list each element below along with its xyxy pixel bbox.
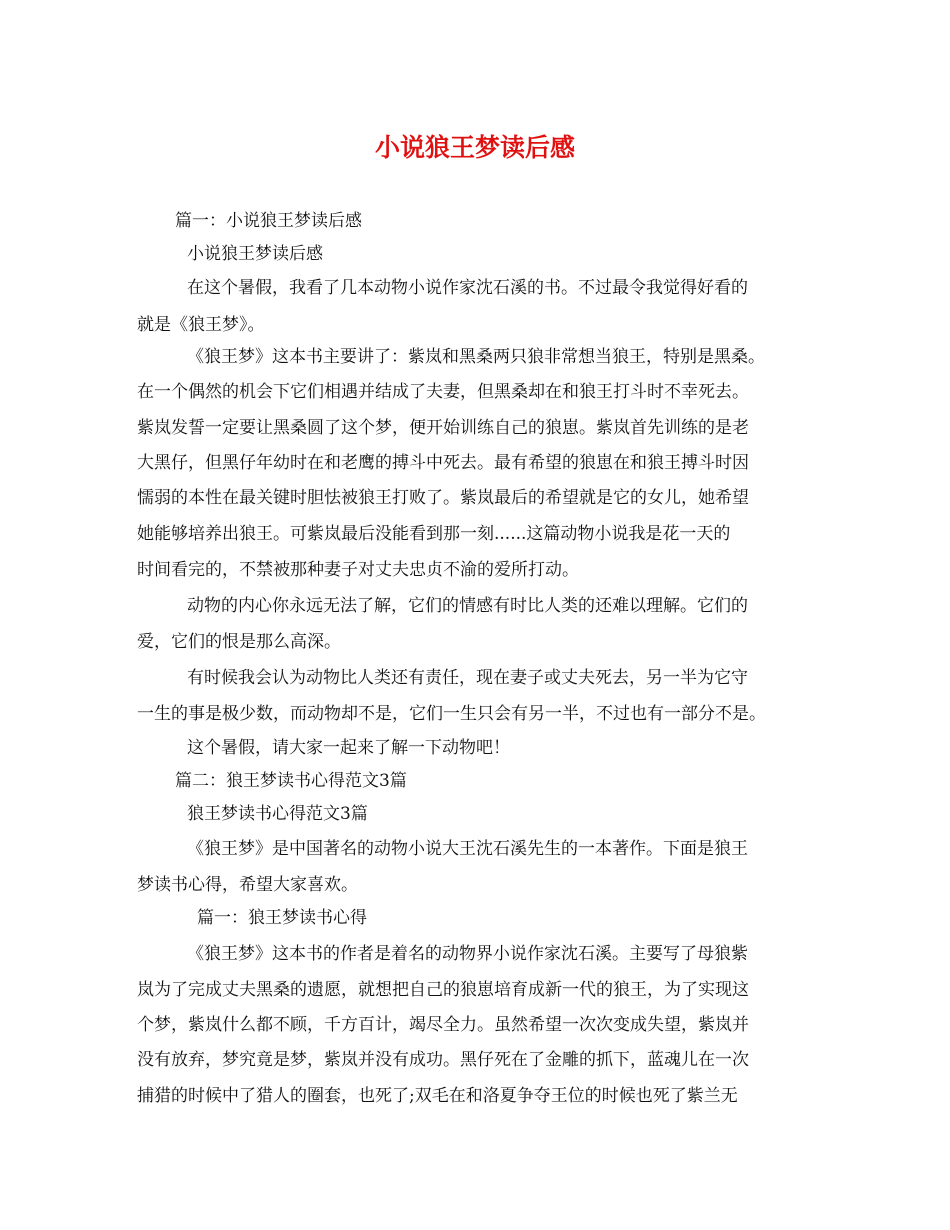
text-line: 懦弱的本性在最关键时胆怯被狼王打败了。紫岚最后的希望就是它的女儿，她希望: [137, 488, 749, 508]
text-line: 一生的事是极少数，而动物却不是，它们一生只会有另一半，不过也有一部分不是。: [137, 704, 766, 724]
text-line: 在这个暑假，我看了几本动物小说作家沈石溪的书。不过最令我觉得好看的: [187, 278, 748, 298]
text-line: 她能够培养出狼王。可紫岚最后没能看到那一刻......这篇动物小说我是花一天的: [137, 524, 731, 544]
text-line: 篇一：小说狼王梦读后感: [175, 211, 362, 231]
text-line: 有时候我会认为动物比人类还有责任，现在妻子或丈夫死去，另一半为它守: [187, 668, 748, 688]
text-line: 梦读书心得，希望大家喜欢。: [137, 875, 358, 895]
text-line: 紫岚发誓一定要让黑桑圆了这个梦，便开始训练自己的狼崽。紫岚首先训练的是老: [137, 418, 749, 438]
text-line: 狼王梦读书心得范文3篇: [187, 804, 368, 824]
text-line: 小说狼王梦读后感: [187, 244, 323, 264]
text-line: 《狼王梦》这本书主要讲了：紫岚和黑桑两只狼非常想当狼王，特别是黑桑。: [187, 347, 765, 367]
text-line: 篇一：狼王梦读书心得: [197, 908, 367, 928]
text-line: 篇二：狼王梦读书心得范文3篇: [175, 771, 407, 791]
text-line: 大黑仔，但黑仔年幼时在和老鹰的搏斗中死去。最有希望的狼崽在和狼王搏斗时因: [137, 453, 749, 473]
text-line: 这个暑假，请大家一起来了解一下动物吧！: [187, 738, 510, 758]
text-line: 《狼王梦》是中国著名的动物小说大王沈石溪先生的一本著作。下面是狼王: [187, 839, 748, 859]
text-line: 在一个偶然的机会下它们相遇并结成了夫妻，但黑桑却在和狼王打斗时不幸死去。: [137, 382, 749, 402]
text-line: 就是《狼王梦》。: [137, 315, 265, 335]
text-line: 个梦，紫岚什么都不顾，千方百计，竭尽全力。虽然希望一次次变成失望，紫岚并: [137, 1015, 749, 1035]
text-line: 时间看完的，不禁被那种妻子对丈夫忠贞不渝的爱所打动。: [137, 560, 579, 580]
text-line: 岚为了完成丈夫黑桑的遗愿，就想把自己的狼崽培育成新一代的狼王，为了实现这: [137, 980, 749, 1000]
text-line: 捕猎的时候中了猎人的圈套，也死了;双毛在和洛夏争夺王位的时候也死了紫兰无: [137, 1086, 738, 1106]
text-line: 没有放弃，梦究竟是梦，紫岚并没有成功。黑仔死在了金雕的抓下，蓝魂儿在一次: [137, 1050, 749, 1070]
text-line: 爱，它们的恨是那么高深。: [137, 632, 341, 652]
text-line: 《狼王梦》这本书的作者是着名的动物界小说作家沈石溪。主要写了母狼紫: [187, 944, 748, 964]
text-line: 动物的内心你永远无法了解，它们的情感有时比人类的还难以理解。它们的: [187, 596, 748, 616]
page-title: 小说狼王梦读后感: [374, 133, 575, 162]
